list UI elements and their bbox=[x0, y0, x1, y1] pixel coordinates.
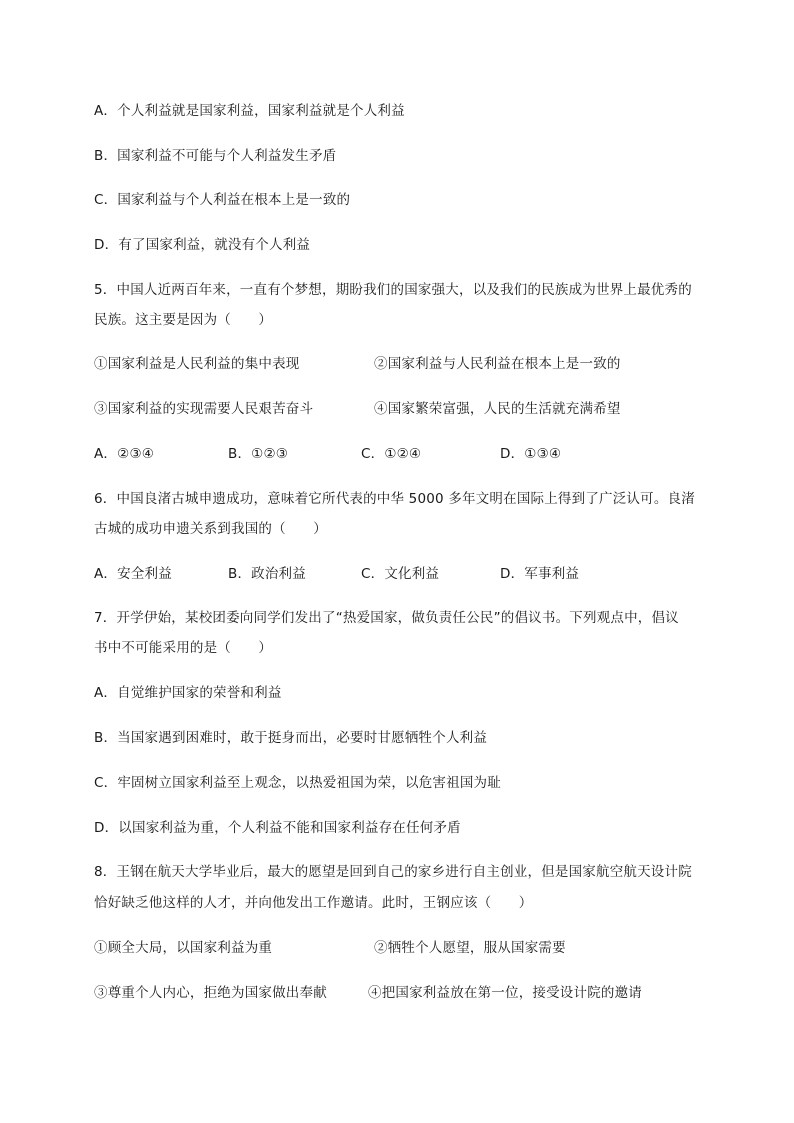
q4-option-b: B．国家利益不可能与个人利益发生矛盾 bbox=[94, 148, 337, 164]
q7-option-a: A．自觉维护国家的荣誉和利益 bbox=[94, 685, 282, 701]
q6-stem-line2: 古城的成功申遗关系到我国的（ ） bbox=[94, 521, 327, 537]
q5-option-d: D．①③④ bbox=[500, 446, 562, 462]
q7-option-d: D．以国家利益为重，个人利益不能和国家利益存在任何矛盾 bbox=[94, 820, 461, 836]
q5-statement-2: ②国家利益与人民利益在根本上是一致的 bbox=[374, 356, 621, 372]
q5-option-a: A．②③④ bbox=[94, 446, 155, 462]
q8-stem-line2: 恰好缺乏他这样的人才，并向他发出工作邀请。此时，王钢应该（ ） bbox=[94, 895, 533, 911]
q8-statement-2: ②牺牲个人愿望，服从国家需要 bbox=[374, 940, 566, 956]
q6-option-a: A．安全利益 bbox=[94, 566, 172, 582]
q5-statement-3: ③国家利益的实现需要人民艰苦奋斗 bbox=[94, 401, 314, 417]
q4-option-c: C．国家利益与个人利益在根本上是一致的 bbox=[94, 192, 351, 208]
q7-stem-line2: 书中不可能采用的是（ ） bbox=[94, 640, 273, 656]
q4-option-a: A．个人利益就是国家利益，国家利益就是个人利益 bbox=[94, 103, 405, 119]
q5-stem-line1: 5．中国人近两百年来，一直有个梦想，期盼我们的国家强大，以及我们的民族成为世界上最优秀的 bbox=[94, 282, 692, 298]
q7-option-b: B．当国家遇到困难时，敢于挺身而出，必要时甘愿牺牲个人利益 bbox=[94, 730, 488, 746]
q7-option-c: C．牢固树立国家利益至上观念，以热爱祖国为荣，以危害祖国为耻 bbox=[94, 775, 501, 791]
q5-statement-1: ①国家利益是人民利益的集中表现 bbox=[94, 356, 300, 372]
q8-stem-line1: 8．王钢在航天大学毕业后，最大的愿望是回到自己的家乡进行自主创业，但是国家航空航天设计院 bbox=[94, 864, 692, 880]
q6-option-d: D．军事利益 bbox=[500, 566, 580, 582]
q5-option-c: C．①②④ bbox=[361, 446, 422, 462]
q5-option-b: B．①②③ bbox=[228, 446, 289, 462]
q6-option-c: C．文化利益 bbox=[361, 566, 440, 582]
q6-option-b: B．政治利益 bbox=[228, 566, 306, 582]
q8-statement-1: ①顾全大局，以国家利益为重 bbox=[94, 940, 273, 956]
q6-stem-line1: 6．中国良渚古城申遗成功，意味着它所代表的中华 5000 多年文明在国际上得到了广泛认可。良渚 bbox=[94, 491, 695, 507]
q5-stem-line2: 民族。这主要是因为（ ） bbox=[94, 312, 273, 328]
q7-stem-line1: 7．开学伊始，某校团委向同学们发出了“热爱国家，做负责任公民”的倡议书。下列观点中，倡议 bbox=[94, 610, 679, 626]
q8-statement-3: ③尊重个人内心，拒绝为国家做出奉献 bbox=[94, 985, 327, 1001]
q4-option-d: D．有了国家利益，就没有个人利益 bbox=[94, 237, 311, 253]
q8-statement-4: ④把国家利益放在第一位，接受设计院的邀请 bbox=[368, 985, 642, 1001]
q5-statement-4: ④国家繁荣富强，人民的生活就充满希望 bbox=[374, 401, 621, 417]
